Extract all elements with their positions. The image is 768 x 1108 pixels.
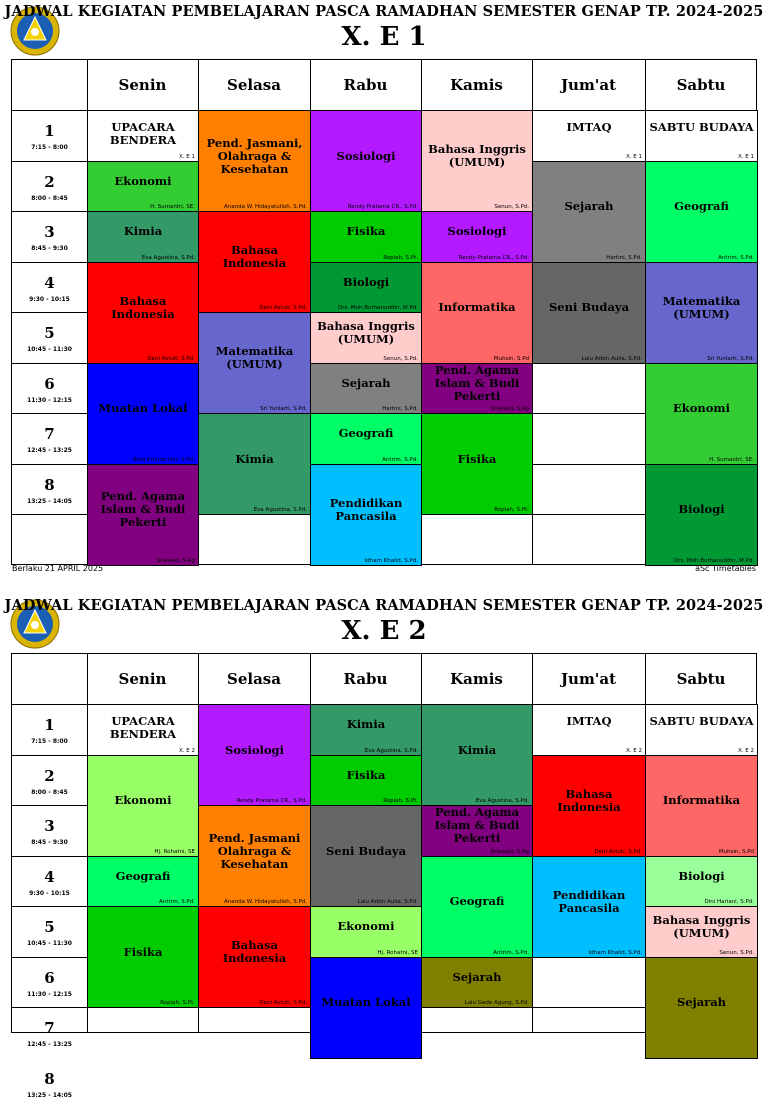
lesson-teacher: Antrim, S.Pd. (718, 255, 754, 261)
lesson-subject: Biologi (313, 263, 419, 303)
period-number: 8 (12, 476, 87, 494)
lesson-subject: Biologi (648, 857, 755, 897)
lesson-cell[interactable] (421, 110, 533, 212)
lesson-subject: Bahasa Indonesia (90, 263, 196, 353)
lesson-subject: Pend. Agama Islam & Budi Pekerti (90, 465, 196, 555)
period-number: 5 (12, 918, 87, 936)
lesson-teacher: Ropiah, S.Pt. (383, 255, 418, 261)
lesson-teacher: X. E 1 (738, 154, 754, 160)
lesson-cell[interactable] (421, 363, 533, 415)
day-header-2: Selasa (198, 60, 310, 110)
lesson-cell[interactable] (645, 464, 758, 566)
period-number: 7 (12, 425, 87, 443)
period-number: 5 (12, 324, 87, 342)
lesson-cell[interactable] (645, 262, 758, 364)
period-label (12, 1007, 87, 1058)
day-header-4: Kamis (421, 654, 532, 704)
lesson-cell[interactable] (87, 161, 199, 213)
lesson-teacher: Drs. Moh.Burhanuddin, M.Pd. (338, 305, 418, 311)
day-header-5: Jum'at (532, 654, 645, 704)
lesson-teacher: Eva Agustina, S.Pd. (365, 748, 418, 754)
lesson-subject: SABTU BUDAYA (648, 705, 755, 745)
lesson-subject: Sejarah (648, 958, 755, 1048)
lesson-teacher: H. Sumantri, SE. (150, 204, 195, 210)
lesson-teacher: Muhsin, S.Pd (494, 356, 529, 362)
lesson-subject: Kimia (90, 212, 196, 252)
lesson-teacher: Rendy Pratama CR., S.Pd. (348, 204, 418, 210)
period-time: 9:30 - 10:15 (12, 890, 87, 897)
timetable-grid (11, 653, 757, 1033)
lesson-cell[interactable] (421, 413, 533, 515)
period-number: 8 (12, 1070, 87, 1088)
lesson-subject: Pend. Agama Islam & Budi Pekerti (424, 806, 530, 846)
day-header-2: Selasa (198, 654, 310, 704)
period-time: 8:00 - 8:45 (12, 789, 87, 796)
lesson-cell[interactable] (421, 704, 533, 806)
period-number: 1 (12, 716, 87, 734)
lesson-teacher: Deni Astuti, S.Pd. (259, 1000, 307, 1006)
lesson-teacher: Drs. Moh.Burhanuddin, M.Pd. (674, 558, 754, 564)
lesson-subject: Bahasa Indonesia (201, 212, 308, 302)
lesson-teacher: Eva Agustina, S.Pd. (254, 507, 307, 513)
period-label (12, 805, 87, 856)
lesson-teacher: Baiq Erlinda Har, S.Pd. (133, 457, 195, 463)
lesson-cell[interactable] (310, 110, 422, 212)
lesson-subject: Ekonomi (90, 756, 196, 846)
lesson-subject: Kimia (424, 705, 530, 795)
period-label (12, 957, 87, 1008)
lesson-cell[interactable] (310, 211, 422, 263)
period-label (12, 755, 87, 806)
period-label (12, 262, 87, 313)
lesson-teacher: Antrim, S.Pd. (159, 899, 195, 905)
lesson-teacher: Idham Khalid, S.Pd. (365, 558, 418, 564)
lesson-teacher: Ananda W. Hidayatulloh, S.Pd. (224, 899, 307, 905)
lesson-cell[interactable] (421, 211, 533, 263)
lesson-cell[interactable] (645, 363, 758, 465)
lesson-cell[interactable] (198, 312, 311, 414)
period-number: 7 (12, 1019, 87, 1037)
lesson-cell[interactable] (87, 856, 199, 908)
period-number: 2 (12, 767, 87, 785)
lesson-teacher: Hj. Rohatni, SE (154, 849, 195, 855)
lesson-cell[interactable] (310, 312, 422, 364)
day-header-1: Senin (87, 654, 198, 704)
lesson-subject: Pendidikan Pancasila (313, 465, 419, 555)
lesson-teacher: Senun, S.Pd. (383, 356, 418, 362)
lesson-teacher: Deni Astuti, S.Pd. (147, 356, 195, 362)
lesson-cell[interactable] (87, 755, 199, 857)
lesson-teacher: Hj. Rohatni, SE (377, 950, 418, 956)
lesson-subject: SABTU BUDAYA (648, 111, 755, 151)
period-time: 13:25 - 14:05 (12, 498, 87, 505)
lesson-cell[interactable] (532, 262, 646, 364)
lesson-cell[interactable] (532, 856, 646, 958)
lesson-teacher: Deni Astuti, S.Pd. (594, 849, 642, 855)
period-time: 7:15 - 8:00 (12, 144, 87, 151)
day-header-6: Sabtu (645, 654, 757, 704)
lesson-subject: Sejarah (535, 162, 643, 252)
lesson-subject: Informatika (648, 756, 755, 846)
period-time: 12:45 - 13:25 (12, 447, 87, 454)
lesson-cell[interactable] (310, 906, 422, 958)
period-number: 1 (12, 122, 87, 140)
lesson-teacher: Lalu Arbin Aulia, S.Pd. (582, 356, 642, 362)
lesson-subject: Geografi (424, 857, 530, 947)
lesson-subject: Pend. Agama Islam & Budi Pekerti (424, 364, 530, 404)
day-header-3: Rabu (310, 60, 421, 110)
period-label (12, 906, 87, 957)
lesson-subject: Fisika (313, 756, 419, 796)
lesson-teacher: Sriawati, S.Ag (157, 558, 195, 564)
lesson-subject: Sosiologi (201, 705, 308, 795)
period-label (12, 312, 87, 363)
sheet-heading: JADWAL KEGIATAN PEMBELAJARAN PASCA RAMADHAN SEMESTER GENAP TP. 2024-2025 (0, 3, 768, 20)
lesson-teacher: Deni Astuti, S.Pd. (259, 305, 307, 311)
day-header-6: Sabtu (645, 60, 757, 110)
lesson-teacher: Hartini, S.Pd. (606, 255, 642, 261)
lesson-teacher: Eva Agustina, S.Pd. (476, 798, 529, 804)
lesson-teacher: X. E 1 (626, 154, 642, 160)
period-label (12, 161, 87, 212)
lesson-teacher: Sriawati, S.Ag (491, 406, 529, 412)
lesson-teacher: Eva Agustina, S.Pd. (142, 255, 195, 261)
period-number: 3 (12, 223, 87, 241)
lesson-subject: UPACARA BENDERA (90, 111, 196, 151)
period-time: 9:30 - 10:15 (12, 296, 87, 303)
lesson-teacher: Rendy Pratama CR., S.Pd. (237, 798, 307, 804)
period-label (12, 211, 87, 262)
lesson-cell[interactable] (532, 704, 646, 756)
lesson-cell[interactable] (421, 957, 533, 1009)
lesson-subject: Fisika (424, 414, 530, 504)
lesson-cell[interactable] (198, 805, 311, 907)
lesson-subject: Pendidikan Pancasila (535, 857, 643, 947)
period-label (12, 1058, 87, 1108)
period-number: 6 (12, 969, 87, 987)
lesson-subject: Seni Budaya (535, 263, 643, 353)
lesson-subject: Matematika (UMUM) (648, 263, 755, 353)
lesson-cell[interactable] (310, 363, 422, 415)
lesson-subject: Bahasa Indonesia (201, 907, 308, 997)
lesson-subject: Sosiologi (424, 212, 530, 252)
lesson-subject: Geografi (313, 414, 419, 454)
lesson-subject: IMTAQ (535, 705, 643, 745)
footer-generator: aSc Timetables (695, 564, 756, 573)
lesson-subject: Kimia (313, 705, 419, 745)
lesson-teacher: Ropiah, S.Pt. (383, 798, 418, 804)
lesson-cell[interactable] (532, 755, 646, 857)
lesson-teacher: Ananda W. Hidayatulloh, S.Pd. (224, 204, 307, 210)
period-number: 2 (12, 173, 87, 191)
lesson-teacher: H. Sumantri, SE. (709, 457, 754, 463)
lesson-subject: Matematika (UMUM) (201, 313, 308, 403)
lesson-subject: Bahasa Inggris (UMUM) (424, 111, 530, 201)
lesson-cell[interactable] (310, 704, 422, 756)
lesson-cell[interactable] (198, 110, 311, 212)
lesson-teacher: Senun, S.Pd. (494, 204, 529, 210)
lesson-subject: Muatan Lokal (90, 364, 196, 454)
day-header-5: Jum'at (532, 60, 645, 110)
timetable-sheet-xe2 (0, 594, 768, 1024)
lesson-cell[interactable] (310, 413, 422, 465)
lesson-teacher: Senun, S.Pd. (719, 950, 754, 956)
lesson-cell[interactable] (645, 161, 758, 263)
lesson-teacher: X. E 2 (738, 748, 754, 754)
day-header-1: Senin (87, 60, 198, 110)
lesson-cell[interactable] (645, 755, 758, 857)
lesson-cell[interactable] (645, 906, 758, 958)
lesson-cell[interactable] (198, 413, 311, 515)
lesson-subject: Pend. Jasmani Olahraga & Kesehatan (201, 806, 308, 896)
lesson-cell[interactable] (310, 805, 422, 907)
lesson-cell[interactable] (87, 906, 199, 1008)
lesson-subject: Kimia (201, 414, 308, 504)
lesson-subject: UPACARA BENDERA (90, 705, 196, 745)
lesson-cell[interactable] (87, 464, 199, 566)
period-time: 8:00 - 8:45 (12, 195, 87, 202)
lesson-teacher: Sri Yunlarti, S.Pd. (260, 406, 307, 412)
lesson-subject: Pend. Jasmani, Olahraga & Kesehatan (201, 111, 308, 201)
lesson-teacher: Hartini, S.Pd. (382, 406, 418, 412)
lesson-cell[interactable] (310, 957, 422, 1059)
lesson-cell[interactable] (198, 906, 311, 1008)
lesson-teacher: Idham Khalid, S.Pd. (589, 950, 642, 956)
period-number: 4 (12, 274, 87, 292)
lesson-cell[interactable] (645, 957, 758, 1059)
day-header-3: Rabu (310, 654, 421, 704)
lesson-teacher: X. E 2 (626, 748, 642, 754)
lesson-subject: Muatan Lokal (313, 958, 419, 1048)
class-name: X. E 2 (0, 616, 768, 646)
timetable-grid (11, 59, 757, 565)
lesson-subject: Sejarah (424, 958, 530, 998)
lesson-teacher: Rendy Pratama CR., S.Pd. (459, 255, 529, 261)
lesson-cell[interactable] (645, 704, 758, 756)
period-time: 11:30 - 12:15 (12, 397, 87, 404)
lesson-subject: Geografi (90, 857, 196, 897)
period-number: 4 (12, 868, 87, 886)
period-label (12, 413, 87, 464)
period-label (12, 110, 87, 161)
period-label (12, 704, 87, 755)
lesson-teacher: Sriawati, S.Ag (491, 849, 529, 855)
lesson-teacher: X. E 2 (179, 748, 195, 754)
lesson-teacher: Antrim, S.Pd. (493, 950, 529, 956)
period-time: 11:30 - 12:15 (12, 991, 87, 998)
period-time: 13:25 - 14:05 (12, 1092, 87, 1099)
lesson-cell[interactable] (421, 856, 533, 958)
day-header-4: Kamis (421, 60, 532, 110)
lesson-subject: Fisika (313, 212, 419, 252)
period-number: 3 (12, 817, 87, 835)
lesson-teacher: Lalu Gede Agung, S.Pd. (465, 1000, 529, 1006)
lesson-cell[interactable] (645, 856, 758, 908)
lesson-subject: Bahasa Inggris (UMUM) (648, 907, 755, 947)
lesson-cell[interactable] (645, 110, 758, 162)
period-time: 10:45 - 11:30 (12, 940, 87, 947)
lesson-teacher: Ropiah, S.Pt. (494, 507, 529, 513)
lesson-subject: Sejarah (313, 364, 419, 404)
lesson-subject: Geografi (648, 162, 755, 252)
lesson-cell[interactable] (87, 211, 199, 263)
lesson-cell[interactable] (310, 262, 422, 314)
period-time: 12:45 - 13:25 (12, 1041, 87, 1048)
sheet-heading: JADWAL KEGIATAN PEMBELAJARAN PASCA RAMADHAN SEMESTER GENAP TP. 2024-2025 (0, 597, 768, 614)
period-time: 7:15 - 8:00 (12, 738, 87, 745)
period-number: 6 (12, 375, 87, 393)
lesson-teacher: Ropiah, S.Pt. (160, 1000, 195, 1006)
lesson-subject: IMTAQ (535, 111, 643, 151)
lesson-teacher: Lalu Arbin Aulia, S.Pd. (358, 899, 418, 905)
period-time: 8:45 - 9:30 (12, 245, 87, 252)
period-time: 10:45 - 11:30 (12, 346, 87, 353)
lesson-cell[interactable] (87, 262, 199, 364)
lesson-cell[interactable] (198, 704, 311, 806)
lesson-cell[interactable] (198, 211, 311, 313)
lesson-teacher: Muhsin, S.Pd (719, 849, 754, 855)
footer-effective-date: Berlaku 21 APRIL 2025 (12, 564, 103, 573)
lesson-subject: Seni Budaya (313, 806, 419, 896)
class-name: X. E 1 (0, 22, 768, 52)
lesson-subject: Bahasa Indonesia (535, 756, 643, 846)
period-time: 8:45 - 9:30 (12, 839, 87, 846)
period-label (12, 464, 87, 515)
lesson-teacher: X. E 1 (179, 154, 195, 160)
lesson-cell[interactable] (532, 110, 646, 162)
lesson-teacher: Dini Hariani, S.Pd. (705, 899, 755, 905)
lesson-cell[interactable] (421, 805, 533, 857)
lesson-cell[interactable] (310, 464, 422, 566)
lesson-teacher: Antrim, S.Pd. (382, 457, 418, 463)
lesson-cell[interactable] (87, 704, 199, 756)
period-label (12, 856, 87, 907)
lesson-subject: Ekonomi (313, 907, 419, 947)
lesson-subject: Informatika (424, 263, 530, 353)
lesson-cell[interactable] (310, 755, 422, 807)
lesson-subject: Bahasa Inggris (UMUM) (313, 313, 419, 353)
lesson-cell[interactable] (87, 110, 199, 162)
lesson-subject: Fisika (90, 907, 196, 997)
lesson-subject: Biologi (648, 465, 755, 555)
period-label (12, 363, 87, 414)
lesson-subject: Sosiologi (313, 111, 419, 201)
lesson-subject: Ekonomi (648, 364, 755, 454)
lesson-cell[interactable] (87, 363, 199, 465)
lesson-cell[interactable] (421, 262, 533, 364)
lesson-teacher: Sri Yunlarti, S.Pd. (707, 356, 754, 362)
lesson-subject: Ekonomi (90, 162, 196, 202)
lesson-cell[interactable] (532, 161, 646, 263)
